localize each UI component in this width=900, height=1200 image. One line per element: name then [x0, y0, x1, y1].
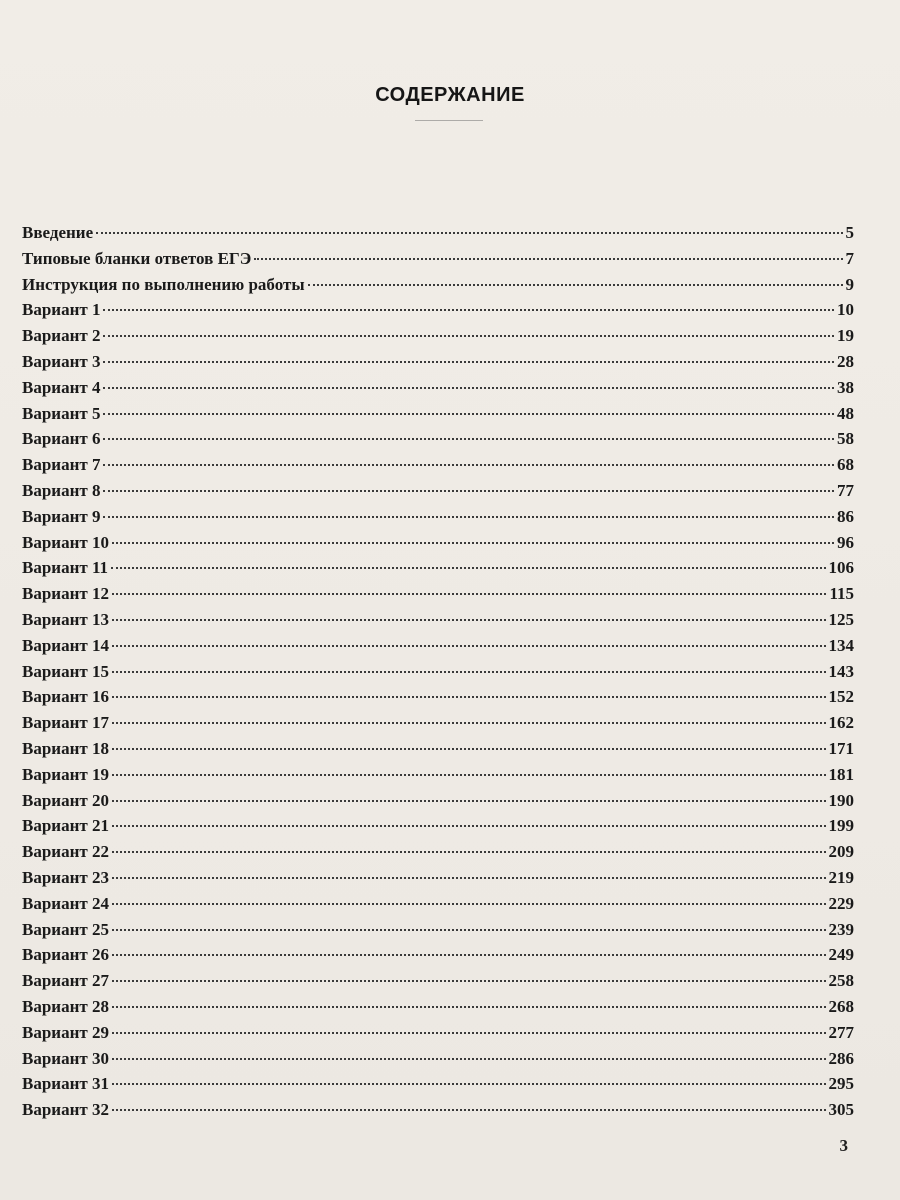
- toc-entry-label: Вариант 1: [22, 300, 101, 320]
- toc-entry-page: 239: [828, 919, 854, 939]
- toc-entry[interactable]: [22, 920, 854, 946]
- toc-leader-dots: [103, 309, 834, 311]
- toc-entry-label: Вариант 8: [22, 480, 101, 500]
- toc-leader-dots: [254, 258, 842, 260]
- toc-entry-page: 152: [828, 687, 854, 707]
- toc-entry-label: Вариант 27: [22, 971, 109, 991]
- toc-entry-label: Вариант 21: [22, 816, 109, 836]
- toc-entry[interactable]: [22, 584, 854, 610]
- toc-leader-dots: [112, 645, 826, 647]
- toc-entry-label: Вариант 15: [22, 661, 109, 681]
- toc-leader-dots: [112, 954, 826, 956]
- toc-entry-label: Вариант 22: [22, 842, 109, 862]
- toc-entry[interactable]: [22, 455, 854, 481]
- toc-entry-page: 209: [828, 842, 854, 862]
- toc-leader-dots: [103, 516, 834, 518]
- toc-leader-dots: [112, 1032, 826, 1034]
- toc-entry-label: Вариант 18: [22, 738, 109, 758]
- toc-entry[interactable]: [22, 662, 854, 688]
- toc-entry-label: Вариант 24: [22, 893, 109, 913]
- toc-entry-page: 258: [828, 971, 854, 991]
- toc-entry-label: Вариант 25: [22, 919, 109, 939]
- toc-entry[interactable]: [22, 429, 854, 455]
- toc-entry-label: Вариант 7: [22, 455, 101, 475]
- toc-leader-dots: [112, 877, 826, 879]
- toc-entry[interactable]: [22, 404, 854, 430]
- toc-entry-page: 5: [845, 223, 854, 242]
- toc-leader-dots: [112, 1006, 826, 1008]
- toc-entry[interactable]: [22, 636, 854, 662]
- toc-entry-page: 229: [828, 893, 854, 913]
- toc-leader-dots: [111, 567, 825, 569]
- toc-entry[interactable]: [22, 1049, 854, 1075]
- toc-entry-page: 7: [845, 248, 854, 268]
- toc-leader-dots: [112, 903, 826, 905]
- toc-leader-dots: [112, 696, 826, 698]
- toc-entry-page: 143: [828, 661, 854, 681]
- toc-entry[interactable]: [22, 842, 854, 868]
- toc-entry-label: Вариант 31: [22, 1074, 109, 1094]
- toc-entry-label: Вариант 4: [22, 377, 101, 397]
- toc-entry[interactable]: [22, 791, 854, 817]
- toc-entry-label: Вариант 9: [22, 506, 101, 526]
- toc-leader-dots: [103, 387, 834, 389]
- toc-entry-label: Вариант 12: [22, 584, 109, 604]
- toc-leader-dots: [308, 284, 843, 286]
- toc-entry-label: Вариант 26: [22, 945, 109, 965]
- toc-entry[interactable]: [22, 275, 854, 301]
- toc-leader-dots: [96, 232, 842, 234]
- toc-entry-page: 77: [837, 480, 854, 500]
- toc-entry-label: Вариант 20: [22, 790, 109, 810]
- toc-entry-label: Вариант 32: [22, 1100, 109, 1120]
- toc-entry[interactable]: [22, 481, 854, 507]
- toc-entry-page: 58: [837, 429, 854, 449]
- toc-entry-page: 19: [837, 326, 854, 346]
- toc-entry-label: Вариант 30: [22, 1048, 109, 1068]
- toc-entry[interactable]: [22, 765, 854, 791]
- page-number: 3: [839, 1136, 848, 1155]
- toc-entry[interactable]: [22, 300, 854, 326]
- toc-entry-label: Вариант 23: [22, 867, 109, 887]
- toc-entry-page: 125: [828, 609, 854, 629]
- toc-entry-page: 28: [837, 351, 854, 371]
- toc-entry[interactable]: [22, 739, 854, 765]
- toc-entry-page: 10: [837, 300, 854, 320]
- toc-leader-dots: [112, 800, 826, 802]
- toc-entry-label: Вариант 10: [22, 532, 109, 552]
- toc-entry-label: Вариант 17: [22, 713, 109, 733]
- toc-entry-page: 106: [828, 558, 854, 578]
- toc-entry-label: Вариант 29: [22, 1022, 109, 1042]
- toc-entry[interactable]: [22, 971, 854, 997]
- toc-entry-page: 277: [828, 1022, 854, 1042]
- toc-entry[interactable]: [22, 713, 854, 739]
- toc-entry-page: 268: [828, 996, 854, 1016]
- toc-entry-page: 295: [828, 1074, 854, 1094]
- toc-entry[interactable]: [22, 868, 854, 894]
- toc-leader-dots: [112, 825, 826, 827]
- toc-entry-page: 190: [828, 790, 854, 810]
- toc-entry[interactable]: [22, 997, 854, 1023]
- toc-entry[interactable]: [22, 1074, 854, 1100]
- toc-entry-page: 199: [828, 816, 854, 836]
- toc-leader-dots: [112, 980, 826, 982]
- toc-entry[interactable]: [22, 249, 854, 275]
- toc-leader-dots: [112, 1109, 826, 1111]
- toc-leader-dots: [103, 464, 834, 466]
- toc-leader-dots: [103, 438, 834, 440]
- toc-entry[interactable]: [22, 894, 854, 920]
- toc-entry[interactable]: [22, 533, 854, 559]
- toc-entry[interactable]: [22, 945, 854, 971]
- toc-leader-dots: [112, 619, 826, 621]
- toc-entry-label: Вариант 5: [22, 403, 101, 423]
- toc-entry-page: 305: [828, 1100, 854, 1120]
- toc-entry[interactable]: [22, 816, 854, 842]
- toc-leader-dots: [112, 774, 826, 776]
- toc-entry-label: Вариант 2: [22, 326, 101, 346]
- toc-entry-page: 96: [837, 532, 854, 552]
- toc-entry-page: 9: [845, 274, 854, 294]
- toc-leader-dots: [112, 1058, 826, 1060]
- toc-entry-page: 219: [828, 867, 854, 887]
- toc-entry-page: 171: [828, 738, 854, 758]
- toc-leader-dots: [112, 1083, 826, 1085]
- toc-leader-dots: [112, 929, 826, 931]
- toc-leader-dots: [112, 671, 826, 673]
- toc-entry-label: Вариант 11: [22, 558, 109, 578]
- toc-entry[interactable]: [22, 687, 854, 713]
- toc-leader-dots: [112, 593, 826, 595]
- toc-entry-label: Вариант 6: [22, 429, 101, 449]
- toc-entry-label: Вариант 14: [22, 635, 109, 655]
- toc-leader-dots: [103, 361, 834, 363]
- toc-entry[interactable]: [22, 1100, 854, 1126]
- toc-entry-page: 86: [837, 506, 854, 526]
- toc-entry[interactable]: [22, 610, 854, 636]
- toc-leader-dots: [112, 542, 834, 544]
- toc-entry-page: 286: [828, 1048, 854, 1068]
- toc-entry-page: 181: [828, 764, 854, 784]
- toc-entry-label: Инструкция по выполнению работы: [22, 274, 305, 294]
- toc-entry[interactable]: [22, 507, 854, 533]
- toc-entry[interactable]: [22, 378, 854, 404]
- toc-entry-label: Введение: [22, 223, 94, 242]
- toc-entry-label: Вариант 19: [22, 764, 109, 784]
- toc-leader-dots: [112, 722, 826, 724]
- toc-entry[interactable]: [22, 326, 854, 352]
- toc-entry[interactable]: [22, 1023, 854, 1049]
- toc-entry-page: 134: [828, 635, 854, 655]
- toc-entry-label: Вариант 13: [22, 609, 109, 629]
- toc-entry-page: 162: [828, 713, 854, 733]
- toc-entry-page: 249: [828, 945, 854, 965]
- toc-entry-page: 48: [837, 403, 854, 423]
- toc-entry-page: 38: [837, 377, 854, 397]
- table-of-contents: [22, 223, 854, 1126]
- toc-entry-label: Вариант 28: [22, 996, 109, 1016]
- toc-leader-dots: [112, 748, 826, 750]
- toc-leader-dots: [103, 413, 834, 415]
- toc-leader-dots: [103, 490, 834, 492]
- toc-entry-label: Типовые бланки ответов ЕГЭ: [22, 248, 252, 268]
- toc-entry[interactable]: [22, 352, 854, 378]
- toc-entry-label: Вариант 3: [22, 351, 101, 371]
- page-title: СОДЕРЖАНИЕ: [375, 84, 525, 106]
- toc-entry[interactable]: [22, 558, 854, 584]
- toc-leader-dots: [112, 851, 826, 853]
- toc-entry-page: 68: [837, 455, 854, 475]
- toc-entry-label: Вариант 16: [22, 687, 109, 707]
- toc-entry-page: 115: [829, 584, 854, 604]
- title-divider: [415, 120, 483, 121]
- toc-leader-dots: [103, 335, 834, 337]
- toc-entry[interactable]: [22, 223, 854, 249]
